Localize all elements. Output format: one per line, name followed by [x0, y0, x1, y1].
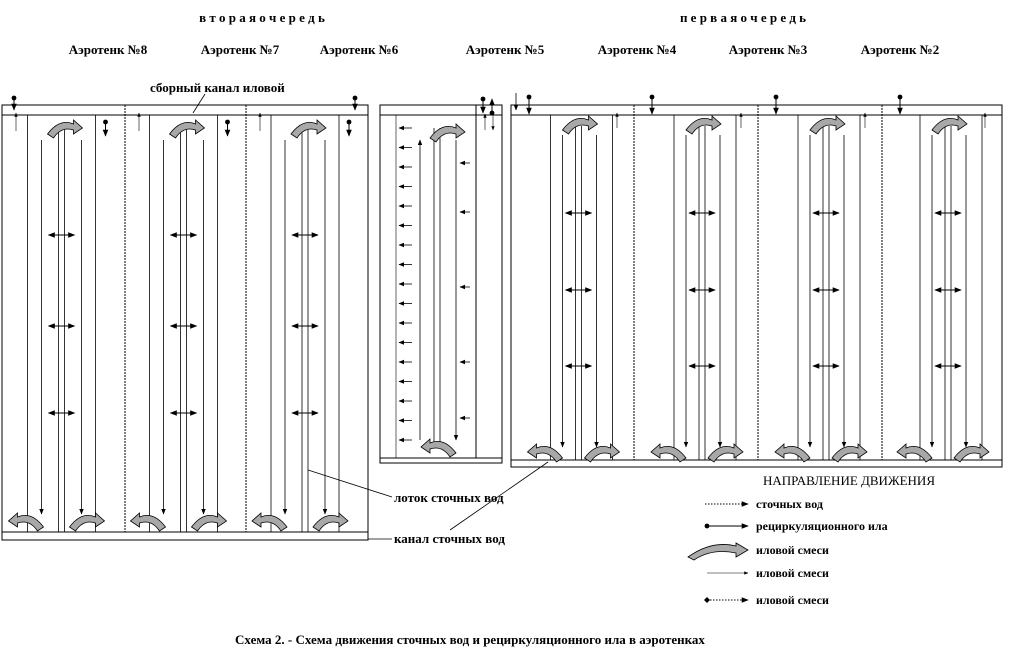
mixed-liquor-curved-arrow [291, 120, 326, 138]
mixed-liquor-curved-arrow [48, 120, 83, 138]
mixed-liquor-curved-arrow [686, 116, 721, 134]
tank-label: Аэротенк №4 [597, 42, 677, 57]
tank-corridors [775, 97, 867, 462]
mixed-liquor-curved-arrow [252, 513, 287, 531]
second-queue-heading: в т о р а я о ч е р е д ь [199, 10, 325, 25]
sludge-channel-label: сборный канал иловой [150, 80, 285, 95]
legend [688, 497, 888, 607]
tank-5-corridors [399, 99, 493, 457]
tank-corridors [528, 97, 620, 462]
mixed-liquor-curved-arrow [954, 444, 989, 462]
figure-caption: Схема 2. - Схема движения сточных вод и рециркуляционного ила в аэротенках [235, 632, 705, 647]
mixed-liquor-curved-arrow [528, 444, 563, 462]
tank-corridors [131, 113, 228, 532]
tank-corridors [651, 97, 743, 462]
mixed-liquor-curved-arrow [897, 444, 932, 462]
mixed-liquor-curved-arrow [192, 513, 227, 531]
tank-labels [69, 42, 940, 57]
tank-label: Аэротенк №3 [728, 42, 808, 57]
flow-marks [14, 93, 516, 110]
mixed-liquor-curved-arrow [810, 116, 845, 134]
tank-label: Аэротенк №5 [465, 42, 545, 57]
mixed-liquor-curved-arrow [131, 513, 166, 531]
legend-label-5: иловой смеси [756, 593, 829, 607]
legend-label-3: иловой смеси [756, 543, 829, 557]
tank-5-block [380, 105, 502, 463]
tank-label: Аэротенк №8 [68, 42, 148, 57]
mixed-liquor-curved-arrow [651, 444, 686, 462]
legend-label-1: сточных вод [756, 497, 823, 511]
mixed-liquor-curved-arrow [585, 444, 620, 462]
legend-label-2: рециркуляционного ила [756, 519, 888, 533]
curved-arrow-icon [688, 543, 748, 560]
mixed-liquor-curved-arrow [708, 444, 743, 462]
mixed-liquor-curved-arrow [430, 124, 465, 142]
wastewater-channel-label: канал сточных вод [394, 531, 505, 546]
tank-corridors [897, 97, 989, 462]
tank-corridors [252, 113, 349, 532]
wastewater-tray-label: лоток сточных вод [394, 490, 504, 505]
tank-group-first-queue [511, 105, 1002, 467]
mixed-liquor-curved-arrow [9, 513, 44, 531]
mixed-liquor-curved-arrow [421, 439, 456, 457]
mixed-liquor-curved-arrow [313, 513, 348, 531]
mixed-liquor-curved-arrow [832, 444, 867, 462]
tank-label: Аэротенк №7 [200, 42, 280, 57]
mixed-liquor-curved-arrow [70, 513, 105, 531]
tank-corridors [9, 113, 106, 532]
direction-heading: НАПРАВЛЕНИЕ ДВИЖЕНИЯ [763, 473, 935, 488]
mixed-liquor-curved-arrow [775, 444, 810, 462]
tank-label: Аэротенк №2 [860, 42, 940, 57]
first-queue-heading: п е р в а я о ч е р е д ь [679, 10, 807, 25]
legend-label-4: иловой смеси [756, 566, 829, 580]
mixed-liquor-curved-arrow [563, 116, 598, 134]
tank-group-second-queue [2, 105, 368, 540]
tank-label: Аэротенк №6 [319, 42, 399, 57]
mixed-liquor-curved-arrow [170, 120, 205, 138]
mixed-liquor-curved-arrow [932, 116, 967, 134]
